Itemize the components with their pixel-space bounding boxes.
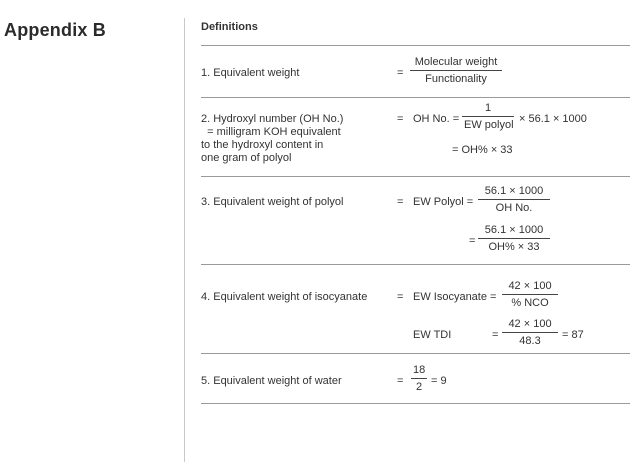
item-2-numerator: 1 xyxy=(484,102,492,114)
appendix-title: Appendix B xyxy=(4,20,107,40)
item-4-fraction-2 xyxy=(502,318,558,347)
item-3-numerator-2: 56.1 × 1000 xyxy=(484,224,544,236)
section-title: Definitions xyxy=(201,21,258,33)
item-4-numerator-1: 42 × 100 xyxy=(508,280,552,292)
item-5-numerator: 18 xyxy=(413,364,426,376)
rule-3 xyxy=(201,264,630,265)
item-2-fraction xyxy=(462,102,514,131)
item-5-fraction xyxy=(411,364,427,393)
item-2-lhs: OH No. = xyxy=(413,113,460,125)
item-4-fraction-1 xyxy=(502,280,558,309)
item-1-denominator: Functionality xyxy=(425,73,487,85)
item-1-equals: = xyxy=(397,67,404,79)
rule-1 xyxy=(201,97,630,98)
item-5-equals: = xyxy=(397,375,404,387)
item-3-denominator-1: OH No. xyxy=(495,202,533,214)
item-4-equals-2: = xyxy=(492,329,499,341)
item-2-label-line-1: 2. Hydroxyl number (OH No.) xyxy=(201,113,344,125)
item-3-lhs: EW Polyol = xyxy=(413,196,474,208)
item-2-rhs: × 56.1 × 1000 xyxy=(519,113,587,125)
vertical-divider xyxy=(184,18,185,462)
item-4-rhs-2: = 87 xyxy=(562,329,584,341)
item-2-alternative: = OH% × 33 xyxy=(452,144,513,156)
item-3-label: 3. Equivalent weight of polyol xyxy=(201,196,344,208)
item-3-numerator-1: 56.1 × 1000 xyxy=(484,185,544,197)
item-2-denominator: EW polyol xyxy=(464,119,514,131)
item-4-denominator-1: % NCO xyxy=(511,297,549,309)
rule-2 xyxy=(201,176,630,177)
item-3-fraction-2 xyxy=(478,224,550,253)
item-4-numerator-2: 42 × 100 xyxy=(508,318,552,330)
item-2-label-line-4: one gram of polyol xyxy=(201,152,292,164)
item-4-lhs-2: EW TDI xyxy=(413,329,452,341)
item-4-lhs: EW Isocyanate = xyxy=(413,291,497,303)
item-3-fraction-1 xyxy=(478,185,550,214)
rule-top xyxy=(201,45,630,46)
item-5-rhs: = 9 xyxy=(431,375,447,387)
item-5-denominator: 2 xyxy=(415,381,423,393)
item-2-label-line-3: to the hydroxyl content in xyxy=(201,139,324,151)
item-2-label-line-2: = milligram KOH equivalent xyxy=(201,126,341,138)
item-3-equals: = xyxy=(397,196,404,208)
rule-4 xyxy=(201,353,630,354)
item-1-numerator: Molecular weight xyxy=(414,56,498,68)
item-3-denominator-2: OH% × 33 xyxy=(488,241,540,253)
item-4-denominator-2: 48.3 xyxy=(519,335,541,347)
item-3-equals-2: = xyxy=(469,235,476,247)
item-4-label: 4. Equivalent weight of isocyanate xyxy=(201,291,368,303)
item-2-equals: = xyxy=(397,113,404,125)
item-1-fraction xyxy=(410,56,502,85)
item-4-equals: = xyxy=(397,291,404,303)
item-5-label: 5. Equivalent weight of water xyxy=(201,375,342,387)
rule-bottom xyxy=(201,403,630,404)
item-1-label: 1. Equivalent weight xyxy=(201,67,300,79)
